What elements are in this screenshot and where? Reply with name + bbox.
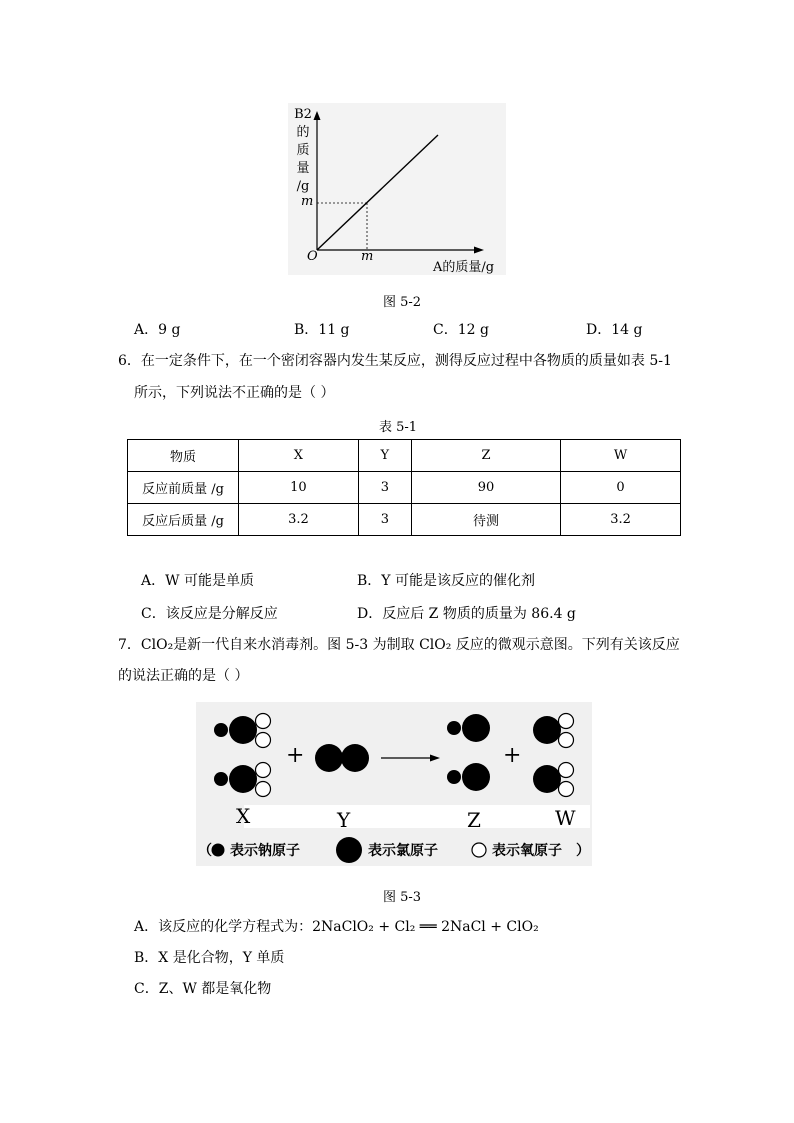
legend-close-paren: ） xyxy=(576,843,590,859)
table-cell: 反应后质量 /g xyxy=(128,504,239,536)
sodium-atom xyxy=(214,772,228,786)
q7-option-c: C．Z、W 都是氧化物 xyxy=(134,981,272,997)
table-row xyxy=(128,472,681,504)
table-cell: 反应前质量 /g xyxy=(128,472,239,504)
reaction-diagram xyxy=(196,702,592,866)
oxygen-atom xyxy=(256,763,271,778)
q7-stem-line1: 7．ClO₂是新一代自来水消毒剂。图 5-3 为制取 ClO₂ 反应的微观示意图。下列有关该反应 xyxy=(118,637,680,653)
chlorine-atom xyxy=(315,744,343,772)
table-caption: 表 5-1 xyxy=(379,420,418,435)
table-header-row xyxy=(128,440,681,472)
plus-sign: + xyxy=(286,743,305,768)
legend-sodium-text: 表示钠原子 xyxy=(230,843,300,859)
sodium-atom xyxy=(447,770,461,784)
label-z: Z xyxy=(467,808,481,832)
legend-open-paren: （ xyxy=(198,843,212,859)
origin-label: O xyxy=(307,249,318,264)
oxygen-atom xyxy=(559,782,574,797)
y-molecule xyxy=(315,744,369,772)
label-x: X xyxy=(236,804,251,828)
x-axis-arrow xyxy=(474,247,484,254)
reaction-arrow-head xyxy=(430,755,440,762)
y-axis-arrow xyxy=(314,111,321,120)
oxygen-atom xyxy=(559,763,574,778)
chlorine-atom xyxy=(462,714,490,742)
table-header-cell: X xyxy=(239,440,359,472)
w-molecule xyxy=(533,763,574,797)
table-header-cell: Z xyxy=(411,440,560,472)
chlorine-atom xyxy=(533,765,561,793)
chlorine-atom xyxy=(533,716,561,744)
ylabel-line: 的 xyxy=(296,125,310,140)
oxygen-atom xyxy=(256,782,271,797)
table-cell: 3 xyxy=(358,472,411,504)
label-w: W xyxy=(555,806,576,830)
ylabel-line: 量 xyxy=(296,161,310,176)
q6-option-b: B．Y 可能是该反应的催化剂 xyxy=(357,573,535,589)
q5-option-c: C．12 g xyxy=(433,322,489,338)
table-header-cell: W xyxy=(561,440,681,472)
table-row xyxy=(128,504,681,536)
table-cell: 10 xyxy=(239,472,359,504)
oxygen-atom xyxy=(256,714,271,729)
sodium-atom xyxy=(447,721,461,735)
x-molecule xyxy=(214,714,271,748)
chlorine-atom xyxy=(229,716,257,744)
sodium-atom xyxy=(214,723,228,737)
q5-option-b: B．11 g xyxy=(294,322,350,338)
graph-svg xyxy=(288,103,506,275)
ylabel-line: /g xyxy=(296,179,310,194)
oxygen-atom xyxy=(559,714,574,729)
y-tick-label: m xyxy=(301,194,314,209)
q6-stem-line1: 6．在一定条件下，在一个密闭容器内发生某反应，测得反应过程中各物质的质量如表 5-1 xyxy=(118,353,672,369)
table-cell: 3.2 xyxy=(239,504,359,536)
x-axis-label: A的质量/g xyxy=(433,260,495,275)
table-cell: 3.2 xyxy=(561,504,681,536)
legend-oxygen-atom xyxy=(472,843,486,857)
q6-option-c: C．该反应是分解反应 xyxy=(141,606,278,622)
table-cell: 待测 xyxy=(411,504,560,536)
mass-table xyxy=(127,439,681,536)
plus-sign: + xyxy=(503,743,522,768)
table-cell: 90 xyxy=(411,472,560,504)
ylabel-line: 质 xyxy=(296,143,310,158)
chlorine-atom xyxy=(341,744,369,772)
q7-option-a: A．该反应的化学方程式为：2NaClO₂ + Cl₂ ══ 2NaCl + ClO₂ xyxy=(134,919,539,935)
q6-option-a: A．W 可能是单质 xyxy=(141,573,254,589)
legend-sodium-atom xyxy=(212,844,225,857)
w-molecule xyxy=(533,714,574,748)
q6-option-d: D．反应后 Z 物质的质量为 86.4 g xyxy=(357,606,576,622)
table-header-cell: 物质 xyxy=(128,440,239,472)
table-cell: 0 xyxy=(561,472,681,504)
figure-caption: 图 5-2 xyxy=(383,295,422,310)
x-tick-label: m xyxy=(361,249,374,264)
z-molecule xyxy=(447,714,490,742)
q7-stem-line2: 的说法正确的是（ ） xyxy=(118,668,249,684)
q5-option-d: D．14 g xyxy=(586,322,643,338)
chlorine-atom xyxy=(462,763,490,791)
ylabel-line: B2 xyxy=(294,107,312,122)
legend-chlorine-atom xyxy=(336,837,362,863)
figure-caption: 图 5-3 xyxy=(383,890,422,905)
x-molecule xyxy=(214,763,271,797)
mass-line xyxy=(317,135,438,250)
legend-chlorine-text: 表示氯原子 xyxy=(368,843,438,859)
legend-oxygen-text: 表示氧原子 xyxy=(492,843,562,859)
q6-stem-line2: 所示，下列说法不正确的是（ ） xyxy=(134,385,335,401)
graph-ylabel xyxy=(293,106,313,196)
table-header-cell: Y xyxy=(358,440,411,472)
chlorine-atom xyxy=(229,765,257,793)
oxygen-atom xyxy=(256,733,271,748)
z-molecule xyxy=(447,763,490,791)
white-band xyxy=(244,805,590,828)
oxygen-atom xyxy=(559,733,574,748)
graph-figure xyxy=(288,103,506,275)
label-y: Y xyxy=(337,808,351,832)
table-cell: 3 xyxy=(358,504,411,536)
q7-option-b: B．X 是化合物，Y 单质 xyxy=(134,950,285,966)
q5-option-a: A．9 g xyxy=(134,322,181,338)
